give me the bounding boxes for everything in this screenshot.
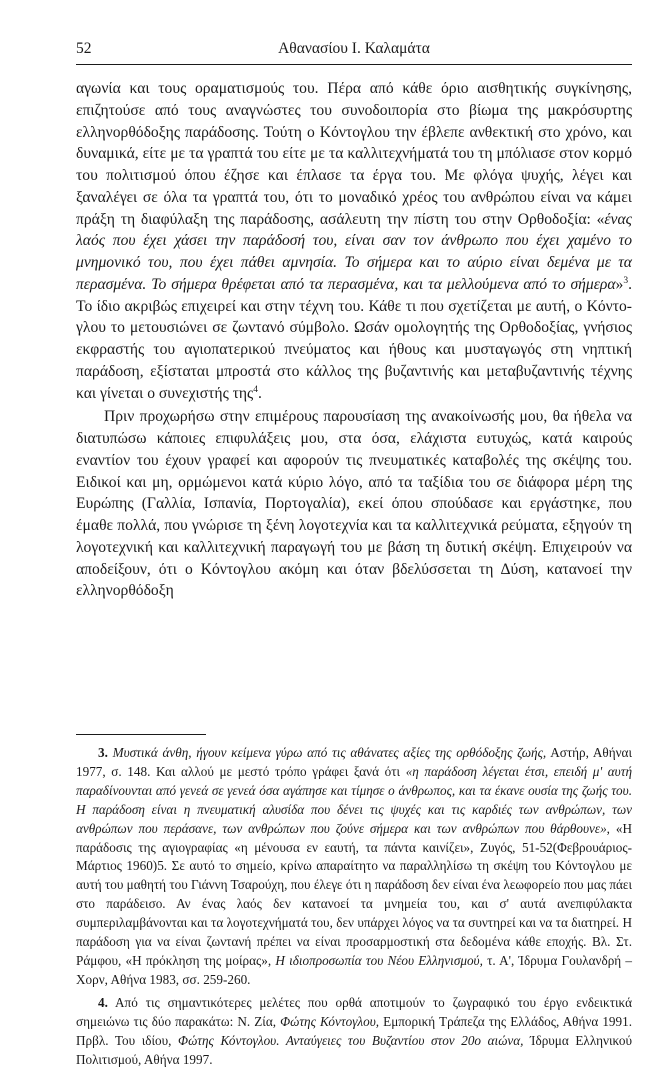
footnote-4-italic-a: Φώτης Κόντογλου, <box>280 1013 380 1029</box>
p1-text-d: . <box>257 384 262 402</box>
p1-text-c: . Το ίδιο ακριβώς επιχειρεί και στην τέχνη του. Κάθε τι που σχετίζεται με αυτή, ο Κόντογλου το μετουσιώνει σε ζωντανό σύμβολο. Ωσάν ομολογητής της Ορθοδοξίας, γνήσιος εκφραστής του αγιοπατερικού πνεύματος και ήθους και μυσταγωγός στη νηπτική παράδοση, εξίσταται μπροστά στο κάλλος της βυζαντινής και μεταβυζαντινής τέχνης και γίνεται ο συνεχιστής της <box>76 275 632 402</box>
footnote-3-number: 3. <box>98 745 108 760</box>
footnote-4-text-c: Ίδρυμα Ελληνικού Πολιτισμού, Αθήνα 1997. <box>76 1032 632 1067</box>
footnote-4-text-a: Από τις σημαντικότερες μελέτες που ορθά αποτιμούν το ζωγραφικό του έργο ενδεικτικά σημειώνω τις δύο παρακάτω: Ν. Ζία, <box>76 994 632 1029</box>
paragraph-2: Πριν προχωρήσω στην επιμέρους παρουσίαση της ανακοίνωσής μου, θα ήθελα να διατυπώσω κάποιες επιφυλάξεις μου, στα όσα, ελάχιστα ευτυχώς, κατά καιρούς εναντίον του έχουν γραφεί και αφορούν τις πνευματικές καταβολές της σκέψης του. Ειδικοί και μη, ορμώμενοι κατά κύριο λόγο, από τα ταξίδια του σε διάφορα μέρη της Ευρώπης (Γαλλία, Ισπανία, Πορτογαλία), εκεί όπου σπούδασε και εργάστηκε, που έμαθε πολλά, που γνώρισε τη ξένη λογοτεχνία και τα καλλιτεχνικά ρεύματα, εξηγούν τη λογοτεχνική και καλλιτεχνική παραγωγή του με βάση τη δυτική σκέψη. Επιχειρούν να αποδείξουν, ότι ο Κόντογλου ακόμη και όταν βδελύσσεται τη Δύση, κατανοεί την ελληνορθόδοξη <box>76 408 632 600</box>
footnote-4-italic-b: Φώτης Κόντογλου. Ανταύγειες του Βυζαντίου στον 20ο αιώνα, <box>178 1032 524 1048</box>
footnote-separator <box>76 734 206 735</box>
footnote-3-text-b: , «Η παράδοσις της αγιογραφίας «η μένουσα εν εαυτή, τα πάντα καινίζει», Ζυγός, 51-52(Φεβρουάριος-Μάρτιος 1960)5. Σε αυτό το σημείο, κρίνω απαραίτητο να παραλληλίσω τη σκέψη του Κόντογλου με αυτή του μαθητή του Γιάννη Τσαρούχη, που έλεγε ότι η παράδοση δεν είναι ένα λεωφορείο που μας πάει στο παράδεισο. Αν ένας λαός δεν κατανοεί τα μνημεία του, και σ' αυτά ανεπιφύλακτα συμπεριλαμβάνονται και τα λογοτεχνήματά του, δεν υπάρχει λόγος να τα συντηρεί και να τα διατηρεί. Η παράδοση για να είναι ζωντανή πρέπει να είναι προσαρμοστική στα δεδομένα κάθε εποχής. Βλ. Στ. Ράμφου, «Η πρόκληση της μοίρας», <box>76 820 632 968</box>
footnote-3 <box>76 744 632 990</box>
running-title: Αθανασίου Ι. Καλαμάτα <box>278 40 430 57</box>
footnote-4-number: 4. <box>98 994 108 1010</box>
footnote-4-text-b: Εμπορική Τράπεζα της Ελλάδος, Αθήνα 1991. Πρβλ. Του ιδίου, <box>76 1013 632 1048</box>
footnote-3-text-a: Αστήρ, Αθήναι 1977, σ. 148. Και αλλού με μεστό τρόπο γράφει ξανά ότι <box>76 745 633 779</box>
p1-quote: ένας λαός που έχει χάσει την παράδοσή του, είναι σαν τον άνθρωπο που έχει χαμένο το μνημονικό του, που έχει πάθει αμνησία. Το σήμερα και το αύριο είναι δεμένα με τα περασμένα. Το σήμερα θρέφεται από τα περασμένα, και τα μελλούμενα από το σήμερα <box>76 210 632 293</box>
footnote-3-italic-b: «η παράδοση λέγεται έτσι, επειδή μ' αυτή παραδίνουνται από γενεά σε γενεά όσα αγάπησε και τίμησε ο άνθρωπος, και τα έκανε ουσία της ζωής του. Η παράδοση είναι η πνευματική αλυσίδα που δένει τις ψυχές και τις καρδιές των ανθρώπων, των ανθρώπων που περάσανε, των ανθρώπων που ζούνε σήμερα και των ανθρώπων που θάρθουνε» <box>76 763 632 836</box>
footnote-3-italic-c: Η ιδιοπροσωπία του Νέου Ελληνισμού, <box>275 952 483 968</box>
p1-text-a: αγωνία και τους οραματισμούς του. Πέρα από κάθε όριο αισθητικής συγκίνησης, επιζητούσε από τους αναγνώστες του συνοδοιπορία στο βίωμα της μακρόσυρτης ελληνορθόδοξης παράδοσης. Τούτη ο Κόντογλου την έβλεπε ανθεκτική στο χρόνο, και δυναμικά, είτε με τα γραπτά του είτε με τα καλλιτεχνήματά του τη μπόλιασε στον κορμό του πολιτισμού όπου έζησε και έπλασε τα έργα του. Με φλόγα ψυχής, λέγει και ξαναλέγει σε όλα τα γραπτά του, ότι το μοναδικό χρέος του ανθρώπου είναι να κάμει πράξη τη διαφύλαξη της παράδοσης, ασάλευτη την πίστη του στην Ορθοδοξία: « <box>76 80 632 228</box>
footnote-3-italic-a: Μυστικά άνθη, ήγουν κείμενα γύρω από τις αθάνατες αξίες της ορθόδοξης ζωής, <box>112 745 547 760</box>
footnote-ref-3[interactable]: 3 <box>623 275 629 286</box>
footnote-3-text-c: τ. Α', Ίδρυμα Γουλανδρή – Χορν, Αθήνα 1983, σσ. 259-260. <box>76 952 632 987</box>
p1-text-b: » <box>615 275 624 293</box>
paragraph-1 <box>76 78 632 404</box>
footnote-4 <box>76 994 632 1070</box>
page-number: 52 <box>76 40 92 57</box>
footnote-ref-4[interactable]: 4 <box>253 384 258 395</box>
running-header <box>76 40 632 65</box>
main-text <box>76 78 632 602</box>
